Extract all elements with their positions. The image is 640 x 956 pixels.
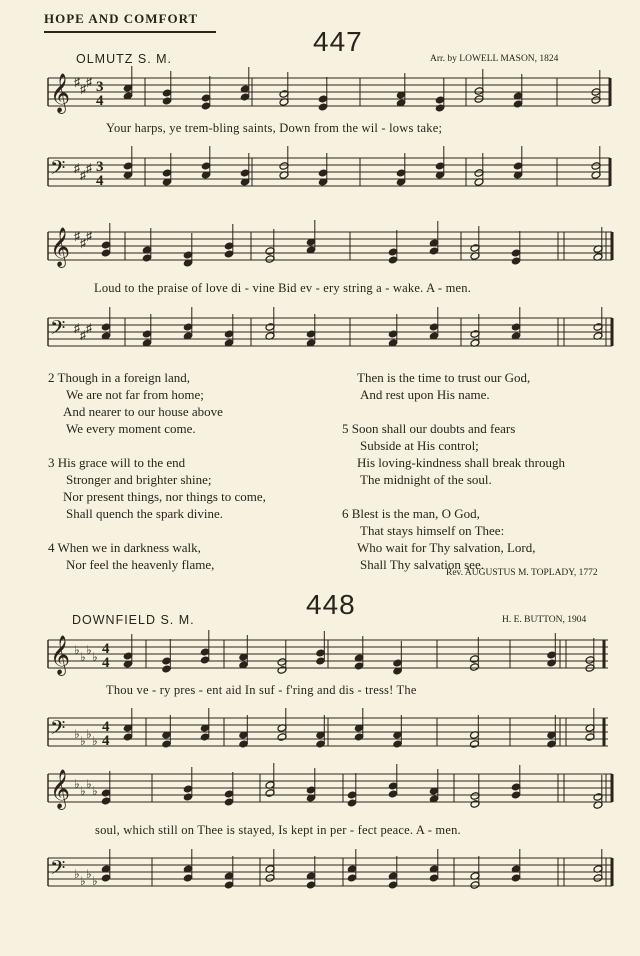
- lyric-448-line2: soul, which still on Thee is stayed, Is kept in per - fect peace. A - men.: [95, 823, 461, 837]
- bass-clef: 𝄢: [50, 718, 66, 744]
- key-signature: ♭: [74, 867, 80, 881]
- time-signature: 3: [96, 159, 104, 175]
- verse-line: 2 Though in a foreign land,: [48, 370, 191, 385]
- verse-line: Nor present things, nor things to come,: [63, 489, 266, 504]
- key-signature: ♯: [86, 229, 92, 243]
- verse-line: Who wait for Thy salvation, Lord,: [357, 540, 536, 555]
- time-signature: 4: [102, 655, 110, 671]
- key-signature: ♭: [74, 777, 80, 791]
- verse-line: And rest upon His name.: [360, 387, 490, 402]
- treble-clef: 𝄞: [50, 75, 71, 112]
- verse-line: And nearer to our house above: [63, 404, 223, 419]
- time-signature: 3: [96, 79, 104, 95]
- verse-line: Subside at His control;: [360, 438, 479, 453]
- key-signature: ♯: [80, 82, 86, 96]
- hymn-number-447: 447: [313, 26, 363, 57]
- tune-name-448: DOWNFIELD S. M.: [72, 613, 195, 627]
- key-signature: ♭: [86, 867, 92, 881]
- section-header: HOPE AND COMFORT: [44, 11, 199, 26]
- key-signature: ♭: [80, 874, 86, 888]
- key-signature: ♯: [74, 229, 80, 243]
- key-signature: ♭: [92, 650, 98, 664]
- verse-line: 4 When we in darkness walk,: [48, 540, 201, 555]
- key-signature: ♯: [80, 236, 86, 250]
- verse-line: That stays himself on Thee:: [360, 523, 505, 538]
- treble-clef: 𝄞: [50, 637, 71, 674]
- verse-line: Then is the time to trust our God,: [357, 370, 531, 385]
- verse-line: We are not far from home;: [66, 387, 204, 402]
- verse-line: [48, 437, 266, 454]
- key-signature: ♯: [80, 168, 86, 182]
- key-signature: ♯: [74, 321, 80, 335]
- verse-line: We every moment come.: [66, 421, 196, 436]
- verse-line: Shall quench the spark divine.: [66, 506, 224, 521]
- key-signature: ♭: [92, 734, 98, 748]
- time-signature: 4: [96, 173, 104, 189]
- treble-clef: 𝄞: [50, 771, 71, 808]
- key-signature: ♯: [86, 161, 92, 175]
- verse-line: [48, 522, 266, 539]
- verse-line: 6 Blest is the man, O God,: [342, 506, 480, 521]
- key-signature: ♭: [86, 643, 92, 657]
- composer-credit-447: Arr. by LOWELL MASON, 1824: [430, 54, 559, 64]
- bass-clef: 𝄢: [50, 318, 66, 344]
- verse-line: 5 Soon shall our doubts and fears: [342, 421, 516, 436]
- key-signature: ♭: [86, 777, 92, 791]
- verse-line: [342, 403, 565, 420]
- time-signature: 4: [96, 93, 104, 109]
- verse-line: Shall Thy salvation see.: [360, 557, 484, 572]
- author-credit-447: Rev. AUGUSTUS M. TOPLADY, 1772: [446, 568, 598, 578]
- key-signature: ♯: [74, 75, 80, 89]
- time-signature: 4: [102, 641, 110, 657]
- key-signature: ♭: [80, 784, 86, 798]
- verse-line: The midnight of the soul.: [360, 472, 492, 487]
- time-signature: 4: [102, 733, 110, 749]
- verse-line: Stronger and brighter shine;: [66, 472, 212, 487]
- tune-name-447: OLMUTZ S. M.: [76, 52, 173, 66]
- key-signature: ♭: [80, 650, 86, 664]
- bass-clef: 𝄢: [50, 858, 66, 884]
- key-signature: ♭: [86, 727, 92, 741]
- hymn-number-448: 448: [306, 589, 356, 620]
- treble-clef: 𝄞: [50, 229, 71, 266]
- key-signature: ♭: [92, 784, 98, 798]
- verse-line: Nor feel the heavenly flame,: [66, 557, 215, 572]
- key-signature: ♯: [74, 161, 80, 175]
- bass-clef: 𝄢: [50, 158, 66, 184]
- key-signature: ♯: [80, 328, 86, 342]
- lyric-448-line1: Thou ve - ry pres - ent aid In suf - f'ring and dis - tress! The: [106, 683, 417, 697]
- key-signature: ♭: [80, 734, 86, 748]
- verse-line: His loving-kindness shall break through: [357, 455, 565, 470]
- lyric-447-line2: Loud to the praise of love di - vine Bid ev - ery string a - wake. A - men.: [94, 281, 472, 295]
- key-signature: ♭: [74, 727, 80, 741]
- composer-credit-448: H. E. BUTTON, 1904: [502, 615, 587, 625]
- verses-left-column: [48, 369, 266, 573]
- lyric-447-line1: Your harps, ye trem-bling saints, Down from the wil - lows take;: [106, 121, 443, 135]
- key-signature: ♭: [92, 874, 98, 888]
- verse-line: [342, 488, 565, 505]
- key-signature: ♯: [86, 75, 92, 89]
- verse-line: 3 His grace will to the end: [48, 455, 186, 470]
- key-signature: ♯: [86, 321, 92, 335]
- key-signature: ♭: [74, 643, 80, 657]
- verses-right-column: [342, 369, 565, 573]
- time-signature: 4: [102, 719, 110, 735]
